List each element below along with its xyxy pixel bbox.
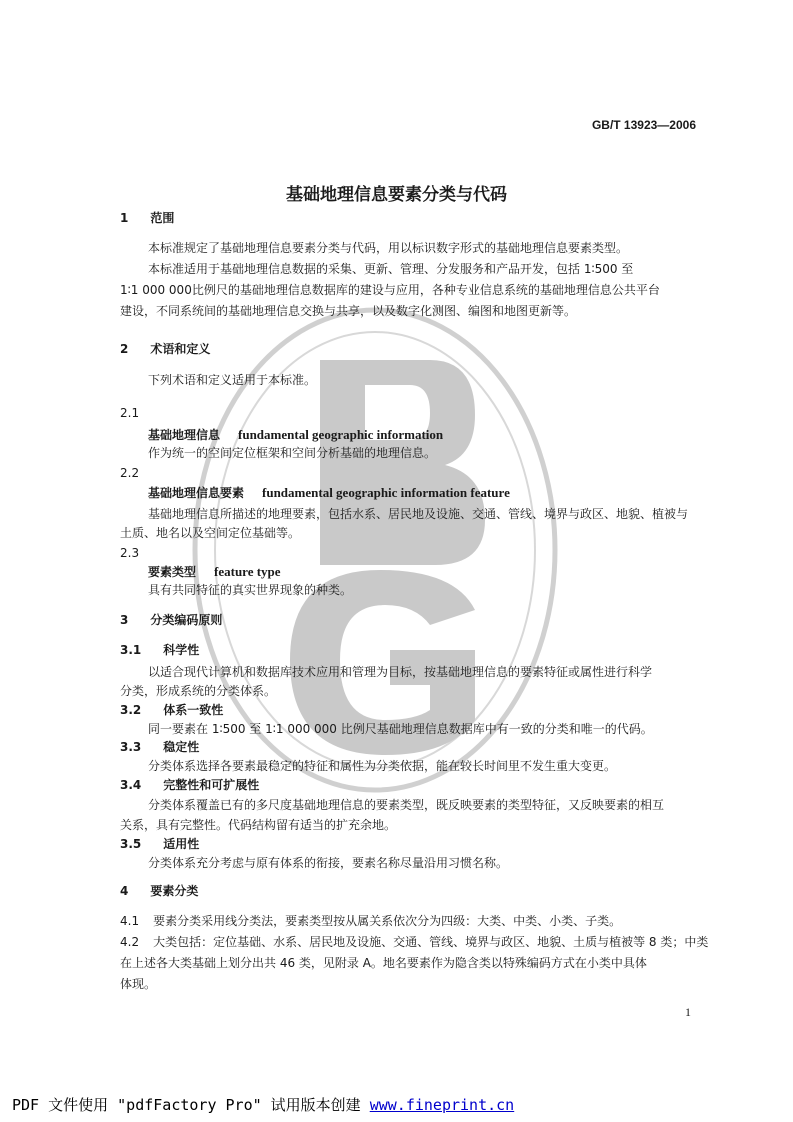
- footer-text: PDF 文件使用 "pdfFactory Pro" 试用版本创建: [12, 1096, 370, 1114]
- pdf-footer: [12, 1094, 514, 1115]
- s1-para2-line2: 1∶1 000 000比例尺的基础地理信息数据库的建设与应用，各种专业信息系统的基础地理信息公共平台: [120, 283, 660, 297]
- clause-3-4-heading: 3.4 完整性和可扩展性: [120, 778, 260, 792]
- term-2-2-def-line2: 土质、地名以及空间定位基础等。: [120, 526, 301, 540]
- clause-3-1-line2: 分类，形成系统的分类体系。: [120, 684, 277, 698]
- clause-3-4-line2: 关系，具有完整性。代码结构留有适当的扩充余地。: [120, 818, 397, 832]
- term-2-2: 基础地理信息要素 fundamental geographic information feature: [148, 485, 510, 500]
- term-2-3-definition: 具有共同特征的真实世界现象的种类。: [148, 583, 353, 597]
- clause-4-2-line3: 体现。: [120, 977, 157, 991]
- stamp-inner-ring: [215, 332, 535, 768]
- s1-para1: 本标准规定了基础地理信息要素分类与代码，用以标识数字形式的基础地理信息要素类型。: [148, 241, 629, 255]
- letter-b-shape: [320, 360, 485, 565]
- clause-3-5-heading: 3.5 适用性: [120, 837, 200, 851]
- term-2-1-definition: 作为统一的空间定位框架和空间分析基础的地理信息。: [148, 446, 437, 460]
- standard-code: GB/T 13923—2006: [591, 118, 696, 132]
- s1-para2-line3: 建设，不同系统间的基础地理信息交换与共享，以及数字化测图、编图和地图更新等。: [120, 304, 577, 318]
- term-2-2-number: 2.2: [120, 466, 140, 480]
- term-2-1-number: 2.1: [120, 406, 140, 420]
- clause-3-3-heading: 3.3 稳定性: [120, 740, 200, 754]
- clause-4-1: 4.1 要素分类采用线分类法，要素类型按从属关系依次分为四级：大类、中类、小类、子类。: [120, 914, 622, 928]
- clause-3-5-line1: 分类体系充分考虑与原有体系的衔接，要素名称尽量沿用习惯名称。: [148, 856, 509, 870]
- term-2-3-number: 2.3: [120, 546, 140, 560]
- section-2-heading: 2 术语和定义: [120, 342, 211, 356]
- clause-3-1-line1: 以适合现代计算机和数据库技术应用和管理为目标，按基础地理信息的要素特征或属性进行科学: [148, 665, 653, 679]
- page-number: 1: [685, 1005, 691, 1019]
- clause-3-2-heading: 3.2 体系一致性: [120, 703, 224, 717]
- clause-4-2-line2: 在上述各大类基础上划分出共 46 类，见附录 A。地名要素作为隐含类以特殊编码方式在小类中具体: [120, 956, 647, 970]
- section-3-heading: 3 分类编码原则: [120, 613, 223, 627]
- section-4-heading: 4 要素分类: [120, 884, 199, 898]
- section-1-heading: 1 范围: [120, 211, 175, 225]
- clause-3-1-heading: 3.1 科学性: [120, 643, 200, 657]
- fineprint-link[interactable]: www.fineprint.cn: [369, 1096, 515, 1114]
- term-2-3: 要素类型 feature type: [148, 564, 281, 579]
- s2-intro: 下列术语和定义适用于本标准。: [148, 373, 317, 387]
- term-2-1: 基础地理信息 fundamental geographic information: [148, 427, 444, 442]
- term-2-2-def-line1: 基础地理信息所描述的地理要素，包括水系、居民地及设施、交通、管线、境界与政区、地貌、植被与: [148, 507, 689, 521]
- s1-para2-line1: 本标准适用于基础地理信息数据的采集、更新、管理、分发服务和产品开发，包括 1∶500 至: [148, 262, 634, 276]
- clause-3-2-line1: 同一要素在 1∶500 至 1∶1 000 000 比例尺基础地理信息数据库中有一致的分类和唯一的代码。: [148, 722, 653, 736]
- page-title: 基础地理信息要素分类与代码: [286, 185, 507, 205]
- clause-4-2-line1: 4.2 大类包括：定位基础、水系、居民地及设施、交通、管线、境界与政区、地貌、土质与植被等 8 类；中类: [120, 935, 709, 949]
- clause-3-4-line1: 分类体系覆盖已有的多尺度基础地理信息的要素类型，既反映要素的类型特征，又反映要素的相互: [148, 798, 665, 812]
- clause-3-3-line1: 分类体系选择各要素最稳定的特征和属性为分类依据，能在较长时间里不发生重大变更。: [148, 759, 617, 773]
